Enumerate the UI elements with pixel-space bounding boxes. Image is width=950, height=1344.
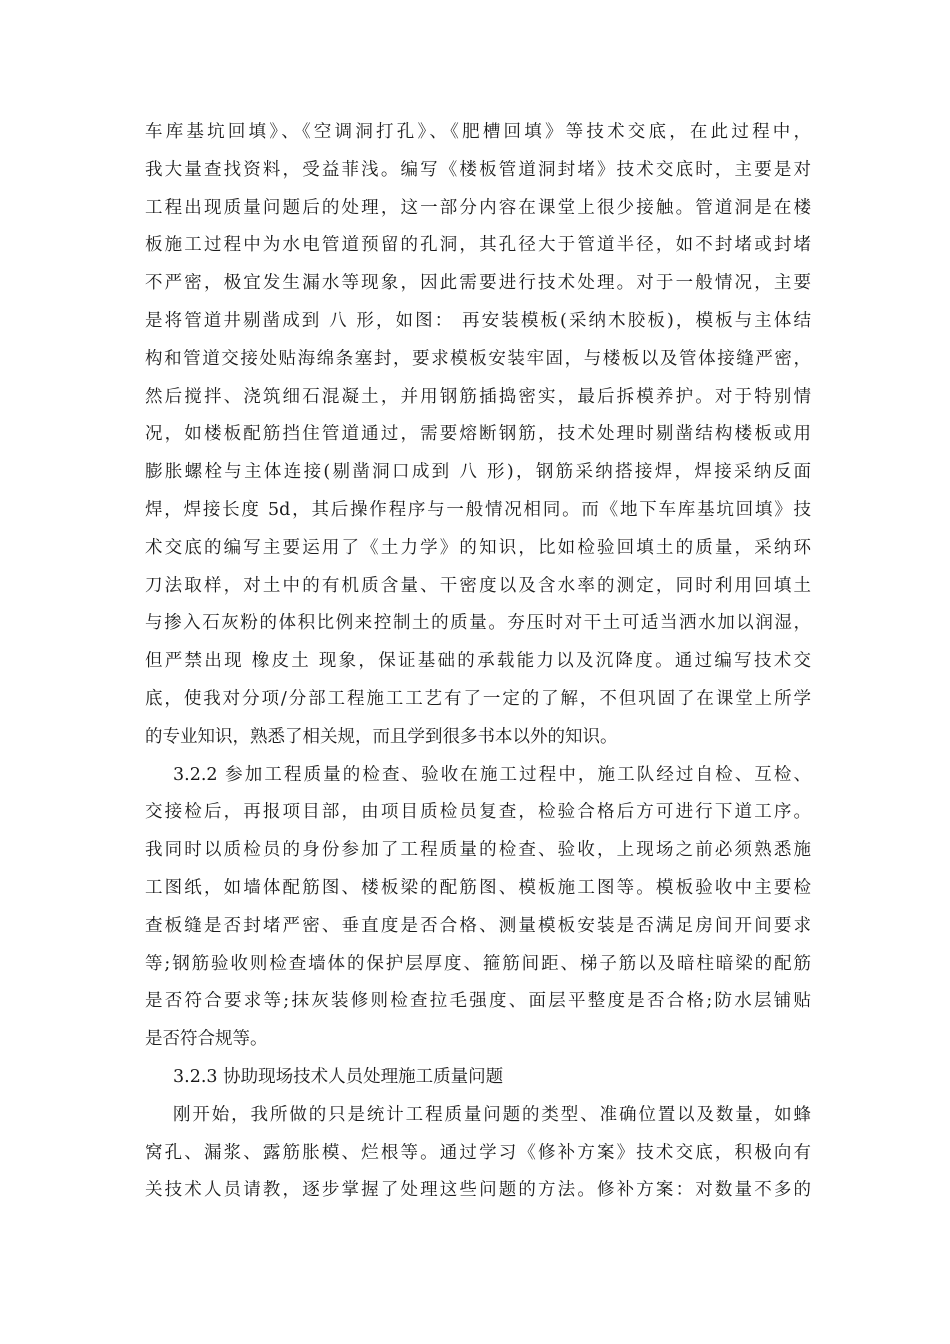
text-line: 的专业知识，熟悉了相关规，而且学到很多书本以外的知识。 xyxy=(145,726,618,747)
text-line: 术交底的编写主要运用了《土力学》的知识，比如检验回填土的质量，采纳环 xyxy=(145,537,811,558)
text-line: 关技术人员请教，逐步掌握了处理这些问题的方法。修补方案：对数量不多的 xyxy=(145,1180,811,1201)
text-line: 等;钢筋验收则检查墙体的保护层厚度、箍筋间距、梯子筋以及暗柱暗梁的配筋 xyxy=(145,953,811,974)
text-line: 车库基坑回填》、《空调洞打孔》、《肥槽回填》等技术交底，在此过程中， xyxy=(145,122,811,142)
text-line: 然后搅拌、浇筑细石混凝土，并用钢筋插捣密实，最后拆模养护。对于特别情 xyxy=(145,386,811,407)
text-line: 但严禁出现 橡皮土 现象，保证基础的承载能力以及沉降度。通过编写技术交 xyxy=(145,651,811,672)
text-line: 是将管道井剔凿成到 八 形，如图： 再安装模板(采纳木胶板)，模板与主体结 xyxy=(145,310,811,331)
text-line: 3.2.2 参加工程质量的检查、验收在施工过程中，施工队经过自检、互检、 xyxy=(173,764,811,785)
text-line: 查板缝是否封堵严密、垂直度是否合格、测量模板安装是否满足房间开间要求 xyxy=(145,915,811,936)
text-line: 工程出现质量问题后的处理，这一部分内容在课堂上很少接触。管道洞是在楼 xyxy=(145,197,811,218)
text-line: 刀法取样，对土中的有机质含量、干密度以及含水率的测定，同时利用回填土 xyxy=(145,575,811,596)
text-line: 3.2.3 协助现场技术人员处理施工质量问题 xyxy=(173,1066,504,1087)
text-line: 是否符合要求等;抹灰装修则检查拉毛强度、面层平整度是否合格;防水层铺贴 xyxy=(145,991,811,1012)
text-line: 焊，焊接长度 5d，其后操作程序与一般情况相同。而《地下车库基坑回填》技 xyxy=(145,499,811,520)
text-line: 工图纸，如墙体配筋图、楼板梁的配筋图、模板施工图等。模板验收中主要检 xyxy=(145,877,811,898)
document-body xyxy=(145,114,811,1210)
text-line: 窝孔、漏浆、露筋胀模、烂根等。通过学习《修补方案》技术交底，积极向有 xyxy=(145,1142,811,1163)
text-line: 是否符合规等。 xyxy=(145,1029,268,1050)
text-line: 底，使我对分项/分部工程施工工艺有了一定的了解，不但巩固了在课堂上所学 xyxy=(145,688,811,709)
text-line: 膨胀螺栓与主体连接(剔凿洞口成到 八 形)，钢筋采纳搭接焊，焊接采纳反面 xyxy=(145,462,811,483)
text-line: 我大量查找资料，受益菲浅。编写《楼板管道洞封堵》技术交底时，主要是对 xyxy=(145,159,811,180)
text-line: 刚开始，我所做的只是统计工程质量问题的类型、准确位置以及数量，如蜂 xyxy=(173,1104,811,1125)
text-line: 交接检后，再报项目部，由项目质检员复查，检验合格后方可进行下道工序。 xyxy=(145,802,811,823)
text-line: 不严密，极宜发生漏水等现象，因此需要进行技术处理。对于一般情况，主要 xyxy=(145,273,811,294)
text-line: 我同时以质检员的身份参加了工程质量的检查、验收，上现场之前必须熟悉施 xyxy=(145,840,811,861)
text-line: 构和管道交接处贴海绵条塞封，要求模板安装牢固，与楼板以及管体接缝严密， xyxy=(145,348,811,369)
text-line: 板施工过程中为水电管道预留的孔洞，其孔径大于管道半径，如不封堵或封堵 xyxy=(145,235,811,256)
text-line: 与掺入石灰粉的体积比例来控制土的质量。夯压时对干土可适当洒水加以润湿， xyxy=(145,613,811,634)
text-line: 况，如楼板配筋挡住管道通过，需要熔断钢筋，技术处理时剔凿结构楼板或用 xyxy=(145,424,811,445)
